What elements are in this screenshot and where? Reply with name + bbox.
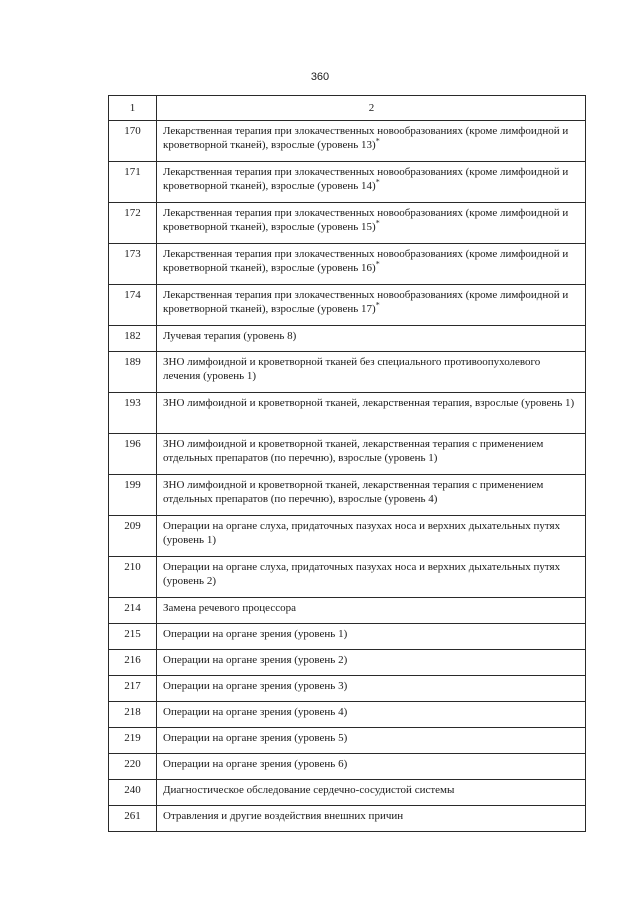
row-code: 214 (109, 598, 157, 624)
row-description: ЗНО лимфоидной и кроветворной тканей, лекарственная терапия с применением отдельных препаратов (по перечню), взрослые (уровень 4) (157, 475, 586, 516)
row-description: Отравления и другие воздействия внешних причин (157, 806, 586, 832)
table-row (109, 121, 586, 162)
row-description: Операции на органе зрения (уровень 4) (157, 702, 586, 728)
table-row (109, 728, 586, 754)
row-description: Лекарственная терапия при злокачественных новообразованиях (кроме лимфоидной и кроветворной тканей), взрослые (уровень 14)* (157, 162, 586, 203)
row-code: 240 (109, 780, 157, 806)
row-code: 218 (109, 702, 157, 728)
row-code: 216 (109, 650, 157, 676)
table-row (109, 557, 586, 598)
table-row (109, 806, 586, 832)
table-row (109, 754, 586, 780)
table-row (109, 244, 586, 285)
row-code: 170 (109, 121, 157, 162)
footnote-asterisk: * (375, 259, 380, 269)
footnote-asterisk: * (375, 300, 380, 310)
table-row (109, 676, 586, 702)
row-description: Замена речевого процессора (157, 598, 586, 624)
table-row (109, 326, 586, 352)
footnote-asterisk: * (375, 218, 380, 228)
row-code: 182 (109, 326, 157, 352)
row-code: 174 (109, 285, 157, 326)
table-row (109, 393, 586, 434)
row-code: 171 (109, 162, 157, 203)
row-description: Операции на органе зрения (уровень 5) (157, 728, 586, 754)
row-code: 193 (109, 393, 157, 434)
row-description: Диагностическое обследование сердечно-сосудистой системы (157, 780, 586, 806)
table-row (109, 434, 586, 475)
table-row (109, 203, 586, 244)
table-row (109, 624, 586, 650)
row-description: Операции на органе зрения (уровень 6) (157, 754, 586, 780)
row-code: 173 (109, 244, 157, 285)
table-header-row (109, 96, 586, 121)
row-code: 199 (109, 475, 157, 516)
table-row (109, 352, 586, 393)
row-description: Операции на органе зрения (уровень 2) (157, 650, 586, 676)
row-code: 196 (109, 434, 157, 475)
document-table (108, 95, 586, 832)
header-col-2: 2 (157, 96, 586, 121)
row-description: Операции на органе слуха, придаточных пазухах носа и верхних дыхательных путях (уровень 1) (157, 516, 586, 557)
row-description: Операции на органе зрения (уровень 1) (157, 624, 586, 650)
row-code: 220 (109, 754, 157, 780)
row-description: ЗНО лимфоидной и кроветворной тканей, лекарственная терапия с применением отдельных препаратов (по перечню), взрослые (уровень 1) (157, 434, 586, 475)
row-description: Лучевая терапия (уровень 8) (157, 326, 586, 352)
row-description: Лекарственная терапия при злокачественных новообразованиях (кроме лимфоидной и кроветворной тканей), взрослые (уровень 15)* (157, 203, 586, 244)
row-description: Операции на органе слуха, придаточных пазухах носа и верхних дыхательных путях (уровень 2) (157, 557, 586, 598)
row-code: 261 (109, 806, 157, 832)
table-row (109, 162, 586, 203)
table-row (109, 285, 586, 326)
page-number: 360 (310, 71, 330, 83)
row-description: ЗНО лимфоидной и кроветворной тканей, лекарственная терапия, взрослые (уровень 1) (157, 393, 586, 434)
row-code: 209 (109, 516, 157, 557)
row-description: Лекарственная терапия при злокачественных новообразованиях (кроме лимфоидной и кроветворной тканей), взрослые (уровень 16)* (157, 244, 586, 285)
row-description: Лекарственная терапия при злокачественных новообразованиях (кроме лимфоидной и кроветворной тканей), взрослые (уровень 17)* (157, 285, 586, 326)
table-row (109, 516, 586, 557)
table-row (109, 475, 586, 516)
row-description: Операции на органе зрения (уровень 3) (157, 676, 586, 702)
row-code: 189 (109, 352, 157, 393)
footnote-asterisk: * (375, 136, 380, 146)
table-row (109, 780, 586, 806)
footnote-asterisk: * (375, 177, 380, 187)
table-row (109, 650, 586, 676)
row-code: 217 (109, 676, 157, 702)
table-row (109, 702, 586, 728)
row-description: Лекарственная терапия при злокачественных новообразованиях (кроме лимфоидной и кроветворной тканей), взрослые (уровень 13)* (157, 121, 586, 162)
row-code: 210 (109, 557, 157, 598)
table-row (109, 598, 586, 624)
header-col-1: 1 (109, 96, 157, 121)
row-code: 215 (109, 624, 157, 650)
row-code: 219 (109, 728, 157, 754)
row-code: 172 (109, 203, 157, 244)
row-description: ЗНО лимфоидной и кроветворной тканей без специального противоопухолевого лечения (уровень 1) (157, 352, 586, 393)
